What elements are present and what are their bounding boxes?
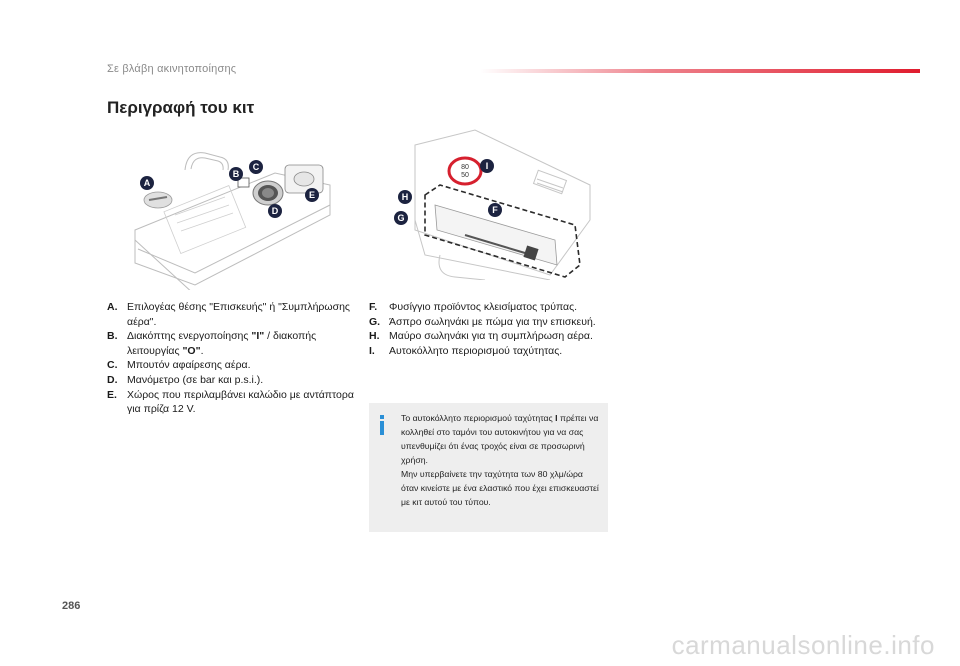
svg-text:I: I	[485, 161, 489, 171]
callout-h	[398, 190, 412, 204]
legend-item-b: B. Διακόπτης ενεργοποίησης "I" / διακοπής λειτουργίας "O".	[107, 330, 317, 357]
info-note	[369, 403, 608, 532]
header-accent-line	[480, 69, 920, 73]
watermark: carmanualsonline.info	[671, 630, 935, 660]
legend-item-c: C. Μπουτόν αφαίρεσης αέρα.	[107, 359, 251, 372]
svg-text:F: F	[492, 205, 498, 215]
legend-item-a: A. Επιλογέας θέσης "Επισκευής" ή "Συμπλήρωσης αέρα".	[107, 301, 350, 328]
legend-item-d: D. Μανόμετρο (σε bar και p.s.i.).	[107, 373, 264, 386]
legend-item-f: F. Φυσίγγιο προϊόντος κλεισίματος τρύπας.	[369, 301, 578, 313]
svg-text:50: 50	[461, 172, 469, 179]
svg-text:C: C	[252, 162, 260, 172]
speed-limit-sticker	[449, 158, 481, 184]
info-note-paragraph-1: Το αυτοκόλλητο περιορισμού ταχύτητας I πρέπει να κολληθεί στο ταμόνι του αυτοκινήτου για να σας υπενθυμίζει ότι ένας τροχός είναι σε προσωρινή χρήση.	[401, 413, 599, 465]
legend-list-left	[107, 300, 357, 417]
callout-a	[140, 176, 154, 190]
info-note-text	[401, 411, 601, 509]
selector-knob	[144, 192, 172, 208]
info-note-paragraph-2: Μην υπερβαίνετε την ταχύτητα των 80 χλμ/ώρα όταν κινείστε με ένα ελαστικό που έχει επισκευαστεί με κιτ αυτού του τύπου.	[401, 469, 599, 507]
callout-b	[229, 167, 243, 181]
callout-f	[488, 203, 502, 217]
section-title: Σε βλάβη ακινητοποίησης	[107, 63, 237, 75]
svg-text:E: E	[308, 190, 316, 200]
svg-text:A: A	[143, 178, 151, 188]
svg-text:H: H	[401, 192, 409, 202]
svg-text:80: 80	[461, 164, 469, 171]
sealant-kit-illustration	[385, 125, 610, 280]
legend-item-h: H. Μαύρο σωληνάκι για τη συμπλήρωση αέρα.	[369, 330, 593, 343]
callout-d	[268, 204, 282, 218]
pressure-gauge	[253, 181, 283, 205]
legend-item-e: E. Χώρος που περιλαμβάνει καλώδιο με αντάπτορα για πρίζα 12 V.	[107, 388, 354, 416]
legend-list-right	[369, 300, 614, 358]
svg-text:D: D	[271, 206, 279, 216]
svg-text:G: G	[397, 213, 405, 223]
svg-text:B: B	[232, 169, 240, 179]
callout-i	[480, 159, 494, 173]
info-icon	[377, 415, 387, 435]
legend-item-g: G. Άσπρο σωληνάκι με πώμα για την επισκευή.	[369, 315, 596, 328]
page-number: 286	[62, 600, 81, 612]
compressor-kit-illustration	[125, 145, 340, 290]
callout-e	[305, 188, 319, 202]
callout-c	[249, 160, 263, 174]
page-heading: Περιγραφή του κιτ	[107, 98, 255, 117]
callout-g	[394, 211, 408, 225]
cable-compartment	[285, 165, 323, 193]
legend-item-i: I. Αυτοκόλλητο περιορισμού ταχύτητας.	[369, 344, 563, 357]
